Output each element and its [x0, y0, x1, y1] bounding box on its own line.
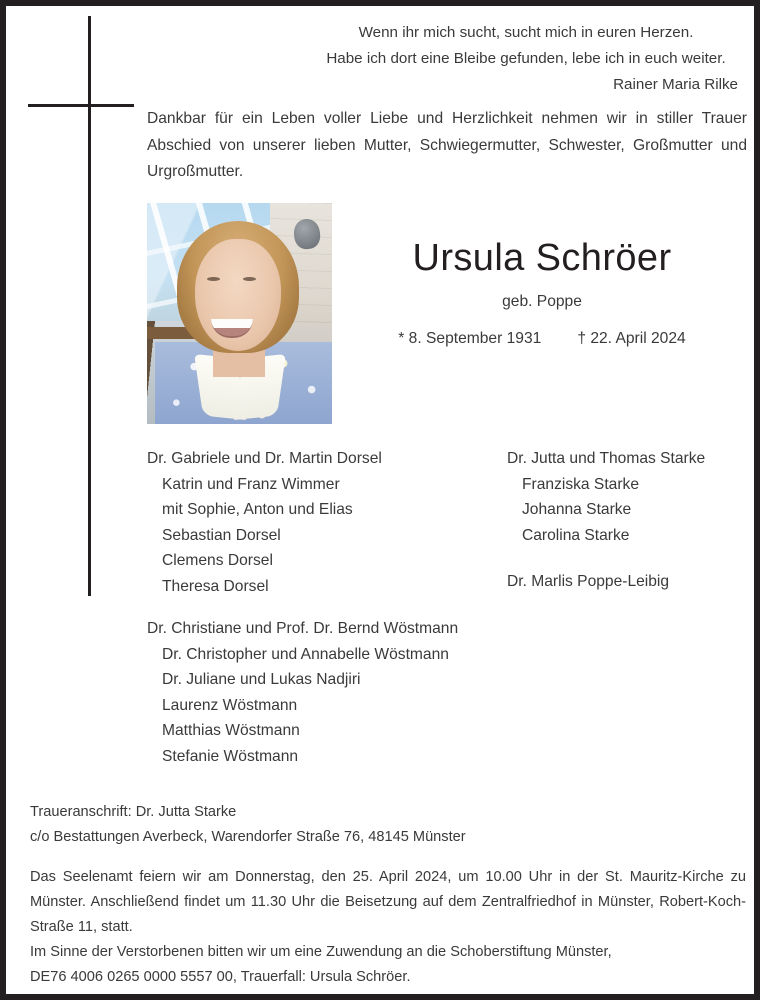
birth-date: * 8. September 1931 — [398, 330, 542, 347]
family-survivors — [147, 446, 747, 599]
family-head: Dr. Gabriele und Dr. Martin Dorsel — [147, 450, 382, 467]
maiden-name: geb. Poppe — [502, 293, 582, 310]
family-group-poppe-leibig — [507, 569, 747, 595]
family-head: Dr. Jutta und Thomas Starke — [507, 450, 706, 467]
intro-paragraph: Dankbar für ein Leben voller Liebe und Herzlichkeit nehmen wir in stiller Trauer Abschied von unserer lieben Mutter, Schwiegermutter, Schwester, Großmutter und Urgroßmutter. — [147, 110, 747, 180]
cross-horizontal-bar — [28, 104, 134, 107]
family-member: Theresa Dorsel — [162, 577, 269, 595]
mourning-address-line-1: Traueranschrift: Dr. Jutta Starke — [30, 804, 237, 820]
quote-line-2: Habe ich dort eine Bleibe gefunden, lebe ich in euch weiter. — [326, 50, 726, 67]
family-member: Laurenz Wöstmann — [162, 696, 298, 714]
family-columns — [147, 446, 747, 599]
service-text: Das Seelenamt feiern wir am Donnerstag, den 25. April 2024, um 10.00 Uhr in der St. Mauritz-Kirche zu Münster. Anschließend findet um 11.30 Uhr die Beisetzung auf dem Zentralfriedhof in Münster, Robert-Koch-Straße 11, statt. — [30, 869, 746, 936]
family-member: Stefanie Wöstmann — [162, 747, 299, 765]
death-date: † 22. April 2024 — [577, 330, 686, 347]
family-member: mit Sophie, Anton und Elias — [162, 501, 353, 518]
family-member: Clemens Dorsel — [162, 552, 273, 569]
mourning-address-line-2: c/o Bestattungen Averbeck, Warendorfer Straße 76, 48145 Münster — [30, 829, 466, 845]
donation-line-1: Im Sinne der Verstorbenen bitten wir um eine Zuwendung an die Schoberstiftung Münster, — [30, 944, 612, 960]
portrait-photo — [147, 203, 332, 424]
family-head: Dr. Marlis Poppe-Leibig — [507, 573, 670, 590]
cross-vertical-bar — [88, 16, 91, 596]
christian-cross-icon — [22, 16, 142, 596]
photo-eye-left — [207, 277, 220, 281]
deceased-name: Ursula Schröer — [412, 237, 672, 279]
family-member: Franziska Starke — [522, 475, 639, 493]
quote-attribution: Rainer Maria Rilke — [613, 76, 738, 93]
notice-sheet — [6, 6, 754, 994]
family-member: Katrin und Franz Wimmer — [162, 475, 340, 493]
family-member: Carolina Starke — [522, 526, 630, 544]
mourning-address — [30, 800, 740, 850]
family-head: Dr. Christiane und Prof. Dr. Bernd Wöstmann — [147, 620, 459, 637]
family-group-dorsel — [147, 446, 507, 599]
family-member: Johanna Starke — [522, 501, 632, 518]
family-member: Sebastian Dorsel — [162, 526, 281, 544]
memorial-quote — [306, 20, 746, 72]
family-member: Matthias Wöstmann — [162, 722, 300, 739]
family-member: Dr. Juliane und Lukas Nadjiri — [162, 671, 361, 688]
family-member: Dr. Christopher und Annabelle Wöstmann — [162, 645, 449, 663]
family-column-left — [147, 446, 507, 599]
funeral-service-info — [30, 865, 746, 941]
quote-line-1: Wenn ihr mich sucht, sucht mich in euren Herzen. — [358, 24, 694, 41]
donation-request — [30, 940, 746, 990]
deceased-identity — [342, 234, 742, 350]
family-group-starke — [507, 446, 747, 548]
family-column-right — [507, 446, 747, 595]
family-group-wostmann — [147, 616, 707, 769]
donation-line-2: DE76 4006 0265 0000 5557 00, Trauerfall: Ursula Schröer. — [30, 969, 411, 986]
life-dates — [342, 328, 742, 350]
photo-eye-right — [243, 277, 256, 281]
